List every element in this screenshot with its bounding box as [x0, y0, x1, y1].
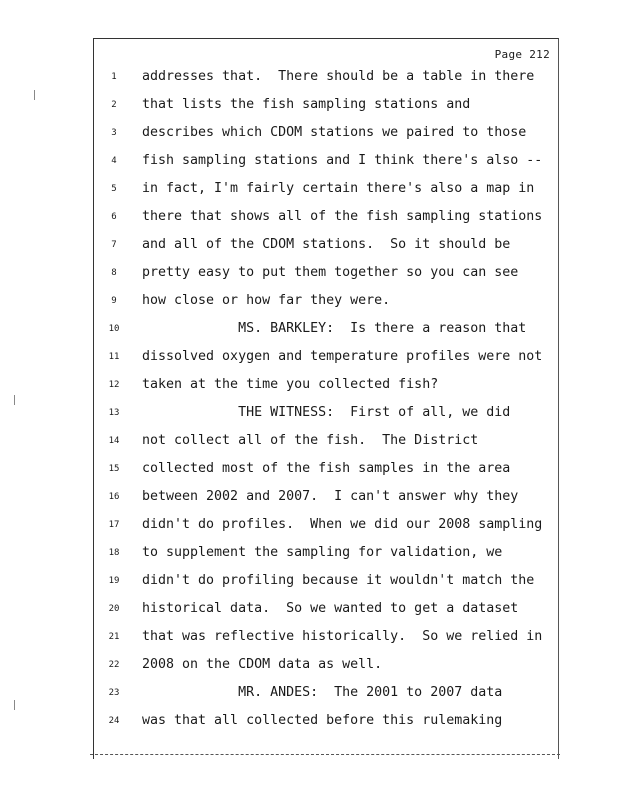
- line-number: 12: [108, 380, 120, 390]
- transcript-line: [0, 67, 618, 87]
- line-text: that lists the fish sampling stations and: [142, 97, 471, 112]
- line-text: 2008 on the CDOM data as well.: [142, 657, 383, 672]
- line-text: was that all collected before this rulemaking: [142, 713, 503, 728]
- line-text: in fact, I'm fairly certain there's also a map in: [142, 181, 535, 196]
- transcript-line: [0, 151, 618, 171]
- line-number: 3: [111, 128, 117, 138]
- transcript-line: [0, 207, 618, 227]
- line-text: historical data. So we wanted to get a dataset: [142, 601, 519, 616]
- line-number: 2: [111, 100, 117, 110]
- line-number: 8: [111, 268, 117, 278]
- line-number: 11: [108, 352, 120, 362]
- line-text: pretty easy to put them together so you can see: [142, 265, 519, 280]
- line-number: 14: [108, 436, 120, 446]
- transcript-line: [0, 599, 618, 619]
- line-number: 5: [111, 184, 117, 194]
- page-number: Page 212: [494, 48, 550, 61]
- transcript-line: [0, 291, 618, 311]
- line-text: didn't do profiling because it wouldn't match the: [142, 573, 535, 588]
- transcript-line: [0, 263, 618, 283]
- scan-mark: [34, 90, 39, 100]
- transcript-line: [0, 179, 618, 199]
- line-text: THE WITNESS: First of all, we did: [142, 405, 511, 420]
- line-number: 10: [108, 324, 120, 334]
- line-number: 18: [108, 548, 120, 558]
- line-text: how close or how far they were.: [142, 293, 391, 308]
- line-number: 17: [108, 520, 120, 530]
- line-text: to supplement the sampling for validation, we: [142, 545, 503, 560]
- line-number: 16: [108, 492, 120, 502]
- line-text: collected most of the fish samples in the area: [142, 461, 511, 476]
- line-text: MR. ANDES: The 2001 to 2007 data: [142, 685, 503, 700]
- transcript-line: [0, 655, 618, 675]
- line-number: 24: [108, 716, 120, 726]
- line-text: addresses that. There should be a table in there: [142, 69, 535, 84]
- line-number: 13: [108, 408, 120, 418]
- transcript-line: [0, 347, 618, 367]
- line-number: 9: [111, 296, 117, 306]
- line-text: taken at the time you collected fish?: [142, 377, 439, 392]
- transcript-line: [0, 431, 618, 451]
- line-number: 20: [108, 604, 120, 614]
- line-number: 4: [111, 156, 117, 166]
- line-number: 6: [111, 212, 117, 222]
- line-text: dissolved oxygen and temperature profiles were not: [142, 349, 543, 364]
- line-number: 19: [108, 576, 120, 586]
- scan-mark: [14, 700, 19, 710]
- transcript-line: [0, 487, 618, 507]
- transcript-line: [0, 543, 618, 563]
- line-text: and all of the CDOM stations. So it should be: [142, 237, 511, 252]
- line-text: there that shows all of the fish sampling stations: [142, 209, 543, 224]
- line-number: 1: [111, 72, 117, 82]
- transcript-line: [0, 403, 618, 423]
- line-text: didn't do profiles. When we did our 2008 sampling: [142, 517, 543, 532]
- line-text: MS. BARKLEY: Is there a reason that: [142, 321, 527, 336]
- line-text: not collect all of the fish. The District: [142, 433, 479, 448]
- scan-mark: [14, 395, 19, 405]
- page-bottom-rule: [90, 754, 560, 755]
- line-text: between 2002 and 2007. I can't answer why they: [142, 489, 519, 504]
- transcript-line: [0, 459, 618, 479]
- line-number: 22: [108, 660, 120, 670]
- line-text: fish sampling stations and I think there's also --: [142, 153, 543, 168]
- line-text: that was reflective historically. So we relied in: [142, 629, 543, 644]
- line-number: 21: [108, 632, 120, 642]
- transcript-line: [0, 375, 618, 395]
- line-number: 15: [108, 464, 120, 474]
- transcript-line: [0, 95, 618, 115]
- line-text: describes which CDOM stations we paired to those: [142, 125, 527, 140]
- line-number: 7: [111, 240, 117, 250]
- transcript-line: [0, 235, 618, 255]
- transcript-line: [0, 683, 618, 703]
- transcript-page-frame: [93, 38, 559, 759]
- transcript-line: [0, 627, 618, 647]
- transcript-line: [0, 711, 618, 731]
- transcript-line: [0, 123, 618, 143]
- line-number: 23: [108, 688, 120, 698]
- transcript-line: [0, 515, 618, 535]
- transcript-line: [0, 571, 618, 591]
- transcript-line: [0, 319, 618, 339]
